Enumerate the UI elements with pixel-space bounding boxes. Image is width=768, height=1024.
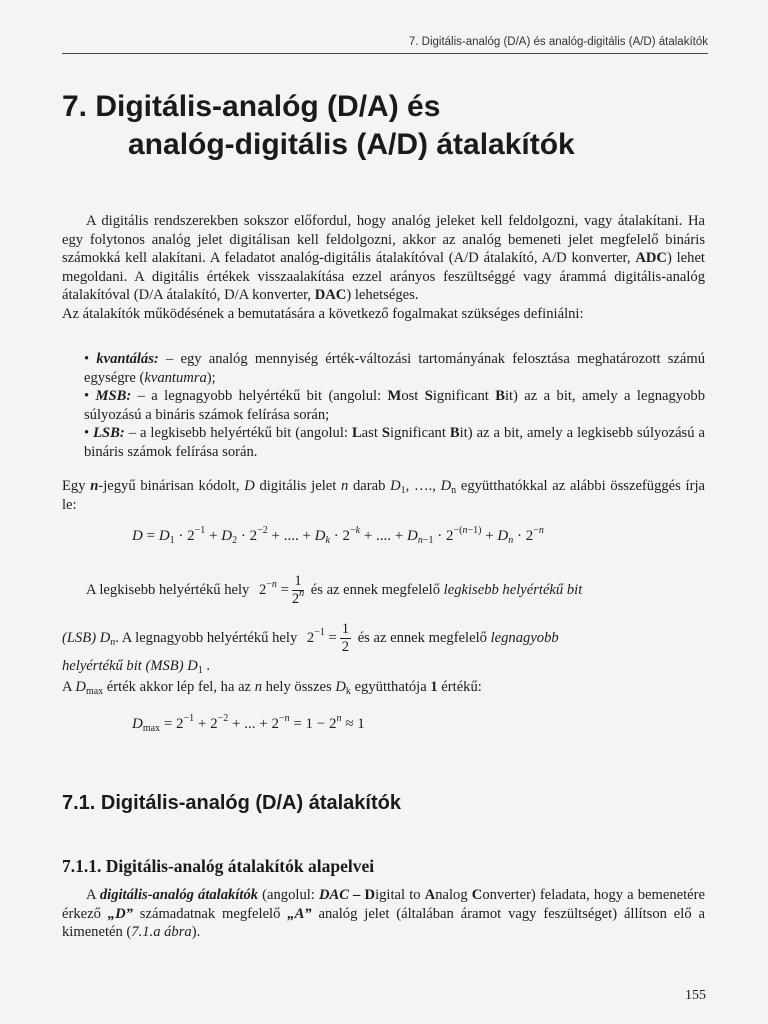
text: Egy [62,478,91,494]
definition-italic: kvantumra [144,369,207,386]
definition-text: – a legnagyobb helyértékű bit (angolul: [131,388,388,404]
letter-s: S [381,425,390,441]
definition-term: LSB: [93,425,125,441]
definition-text: – egy analóg mennyiség érték-változási tartományának felosztása meghatározott számú egységre ( [84,351,706,386]
formula-d1: $D_1$ . [187,658,211,676]
italic-text: (LSB) [62,629,97,646]
var-d: D [75,679,86,695]
text: A [62,679,76,695]
chapter-title-line2: analóg-digitális (A/D) átalakítók [128,128,575,161]
dac-term: digitális-analóg átalakítók [99,887,259,903]
intro-text-b: ) lehet megoldani. A digitális értékek visszaalakítása ezzel arányos feszültséggé vagy árammá digitális-analóg átalakítóval (D/A átalakító, D/A konverter, [62,250,705,303]
italic-text: legnagyobb [490,629,559,646]
text: igital to [375,887,425,903]
text: , …., [405,478,441,494]
msb-paragraph-end [62,657,705,676]
definition-text: – a legkisebb helyértékű bit (angolul: [124,425,352,441]
text: számadatnak megfelelő [132,905,288,922]
intro-paragraph [62,212,705,305]
formula-msb: $2^{-1}$ = $\frac{1}{2}$ [306,621,350,655]
definition-item-msb: • MSB: – a legnagyobb helyértékű bit (angolul: Most Significant Bit) az a bit, amely a legnagyobb súlyozású a bináris számok felírása során; [84,388,705,423]
dac-abbrev: DAC – [318,887,361,903]
dac-term: DAC [314,287,347,303]
var-n: n [341,478,349,494]
text: A [86,887,100,903]
word-ignificant: ignificant [389,425,450,441]
chapter-title-line1: 7. Digitális-analóg (D/A) és [62,90,441,123]
running-head: 7. Digitális-analóg (D/A) és analóg-digitális (A/D) átalakítók [62,36,708,54]
definition-text-end: it) az a bit, amely a legkisebb súlyozású a bináris számok felírása során. [84,425,705,460]
word-ignificant: ignificant [432,388,496,404]
formula-d-sum: $D = D_1 \cdot 2^{-1} + D_2 \cdot 2^{-2}$ + .... + $D_k \cdot 2^{-k}$ + .... + $D_{n-1} \cdot 2^{-(n-1)} + D_n \cdot 2^{-n}$ [132,525,544,546]
letter-a: A [424,887,436,903]
word-ost: ost [401,388,425,404]
text: onverter) feladata, hogy a bemenetére érkező [62,887,705,922]
dac-paragraph [62,886,705,942]
var-dn: D [440,478,452,494]
letter-b: B [449,425,460,441]
text: nalog [435,887,472,903]
figure-ref: 7.1.a ábra [131,924,192,940]
text: (angolul: [258,887,319,903]
subscript: 1 [400,485,406,496]
text: együtthatója [350,679,431,695]
text: digitális jelet [254,478,341,494]
formula-dn: $D_n$ [99,629,116,648]
definition-item-kvantalas: • kvantálás: – egy analóg mennyiség érték-változási tartományának felosztása meghatározott számú egységre (kvantumra); [84,351,706,386]
quote-d: „D” [107,905,133,922]
intro-text [62,212,705,323]
word-ast: ast [361,425,382,441]
formula-dmax: $D_{max} = 2^{-1} + 2^{-2}$ + ... + $2^{-n} = 1 - 2^n \approx 1$ [132,713,365,734]
text: A legkisebb helyértékű hely [86,581,250,598]
italic-text: helyértékű bit [62,658,142,674]
subscript: n [451,485,457,496]
subscript: max [85,686,104,697]
page-number: 155 [685,988,706,1003]
text: érték akkor lép fel, ha az [103,679,255,695]
lsb-paragraph [62,573,705,608]
text: és az ennek megfelelő [310,581,441,598]
var-n: n [90,478,99,494]
text: analóg jelet (általában áramot vagy feszültséget) állítson elő a kimenetén ( [62,905,705,940]
var-d1: D [390,478,401,494]
text: együtthatókkal az alábbi összefüggés írja le: [62,478,705,513]
text: ). [191,924,201,940]
text: hely összes [262,679,336,695]
code-paragraph [62,477,705,514]
intro-text-c: ) lehetséges. [346,287,419,303]
definition-term: MSB: [95,388,132,404]
text: értékű: [437,679,482,695]
var-n: n [254,679,262,695]
definition-list [84,350,705,461]
chapter-title [62,88,575,164]
definition-term: kvantálás: [96,351,159,367]
letter-m: M [387,388,402,404]
letter-l: L [351,425,362,441]
text: -jegyű binárisan kódolt, [98,478,245,494]
subsection-title: 7.1.1. Digitális-analóg átalakítók alapelvei [62,856,375,876]
intro-paragraph-2: Az átalakítók működésének a bemutatására a következő fogalmakat szükséges definiálni: [62,305,584,322]
definition-text-end: it) az a bit, amely a legnagyobb súlyozású a bináris számok felírása során; [84,388,705,423]
quote-a: „A” [287,905,312,922]
text: és az ennek megfelelő [357,629,487,646]
bold-one: 1 [430,679,438,695]
letter-s: S [424,388,433,404]
formula-lsb: $2^{-n}$ = $\frac{1}{2^n}$ [258,573,305,607]
definition-text-end: ); [206,369,216,386]
letter-c: C [471,887,483,903]
definition-item-lsb: • LSB: – a legkisebb helyértékű bit (angolul: Last Significant Bit) az a bit, amely a legkisebb súlyozású a bináris számok felírása során. [84,425,705,460]
var-d: D [244,478,255,494]
italic-text: (MSB) [145,658,184,674]
dmax-paragraph [62,678,705,697]
letter-d: D [360,887,376,903]
text: . A legnagyobb helyértékű hely [115,629,298,646]
text: darab [348,478,391,494]
adc-term: ADC [635,250,667,266]
msb-paragraph [62,621,705,656]
letter-b: B [495,388,505,404]
intro-text-a: A digitális rendszerekben sokszor előfordul, hogy analóg jeleket kell feldolgozni, vagy átalakítani. Ha egy folytonos analóg jelet digitálisan kell feldolgozni, akkor az analóg bemeneti jelet megfelelő bináris számokká kell alakítani. A feladatot analóg-digitális átalakítóval (A/D átalakító, A/D konverter, [62,213,705,266]
italic-text: legkisebb helyértékű bit [443,581,583,598]
var-dk: D [335,679,346,695]
section-title: 7.1. Digitális-analóg (D/A) átalakítók [62,792,401,814]
subscript: k [345,686,351,697]
